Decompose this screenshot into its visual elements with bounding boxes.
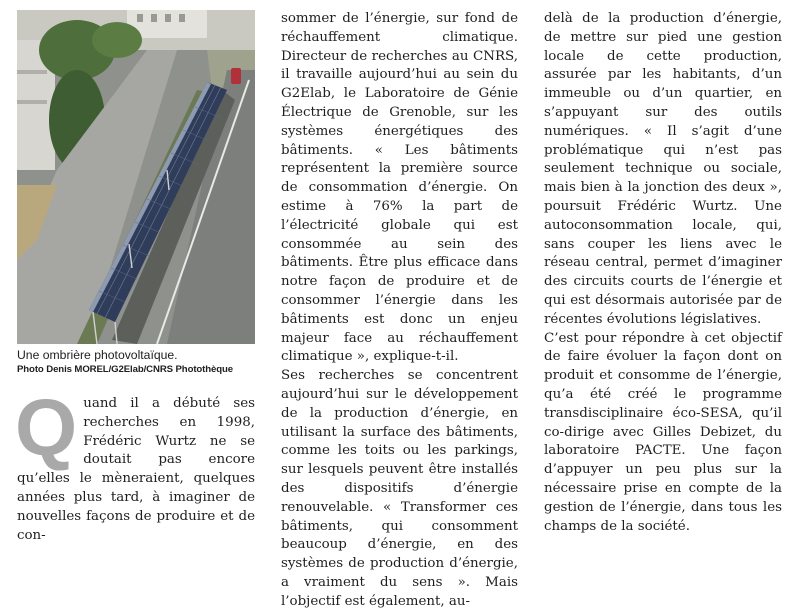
paragraph: Ses recherches se concentrent aujourd’hui sur le développement de la production d’énergie, en utilisant la surface des bâtiments, comme les toits ou les parkings, sur lesquels peuvent être installés des dispositifs d’énergie renouvelable. « Transformer ces bâtiments, qui consomment beaucoup d’énergie, en des systèmes de production d’énergie, a vraiment du sens ». Mais l’objectif est également, au- [281,368,518,609]
column-3 [544,10,782,536]
article-lead-paragraph [15,383,255,545]
solar-carport-photo [17,10,255,344]
drop-cap: Q [15,383,78,472]
column-2 [281,10,518,612]
paragraph: sommer de l’énergie, sur fond de réchauffement climatique. Directeur de recherches au CNRS, il travaille aujourd’hui au sein du G2Elab, le Laboratoire de Génie Électrique de Grenoble, sur les systèmes énergétiques des bâtiments. « Les bâtiments représentent la première source de consommation d’énergie. On estime à 76% la part de l’électricité globale qui est consommée au sein des bâtiments. Être plus efficace dans notre façon de produire et de consommer l’énergie dans les bâtiments est donc un enjeu majeur face au réchauffement climatique », explique-t-il. [281,11,518,365]
paragraph: delà de la production d’énergie, de mettre sur pied une gestion locale de cette production, assurée par les habitants, d’un immeuble ou d’un quartier, en s’appuyant sur des outils numériques. « Il s’agit d’une problématique qui n’est pas seulement technique ou sociale, mais bien à la jonction des deux », poursuit Frédéric Wurtz. Une autoconsommation locale, qui, sans couper les liens avec le réseau central, permet d’imaginer des circuits courts de l’énergie et qui est désormais autorisée par de récentes évolutions législatives. [544,11,782,327]
photo-credit: Photo Denis MOREL/G2Elab/CNRS Photothèque [17,364,234,375]
photo-caption [17,348,255,376]
lead-text: uand il a débuté ses recherches en 1998, Frédéric Wurtz ne se doutait pas encore qu’elles le mèneraient, quelques années plus tard, à imaginer de nouvelles façons de produire et de con- [17,396,255,543]
photo-illustration [17,10,255,344]
paragraph: C’est pour répondre à cet objectif de faire évoluer la façon dont on produit et consomme de l’énergie, qu’a été créé le programme transdisciplinaire éco-SESA, qu’il co-dirige avec Gilles Debizet, du laboratoire PACTE. Une façon d’appuyer un peu plus sur la nécessaire prise en compte de la gestion de l’énergie, dans tous les champs de la société. [544,330,782,534]
caption-title: Une ombrière photovoltaïque. [17,348,178,362]
column-1 [17,10,255,545]
